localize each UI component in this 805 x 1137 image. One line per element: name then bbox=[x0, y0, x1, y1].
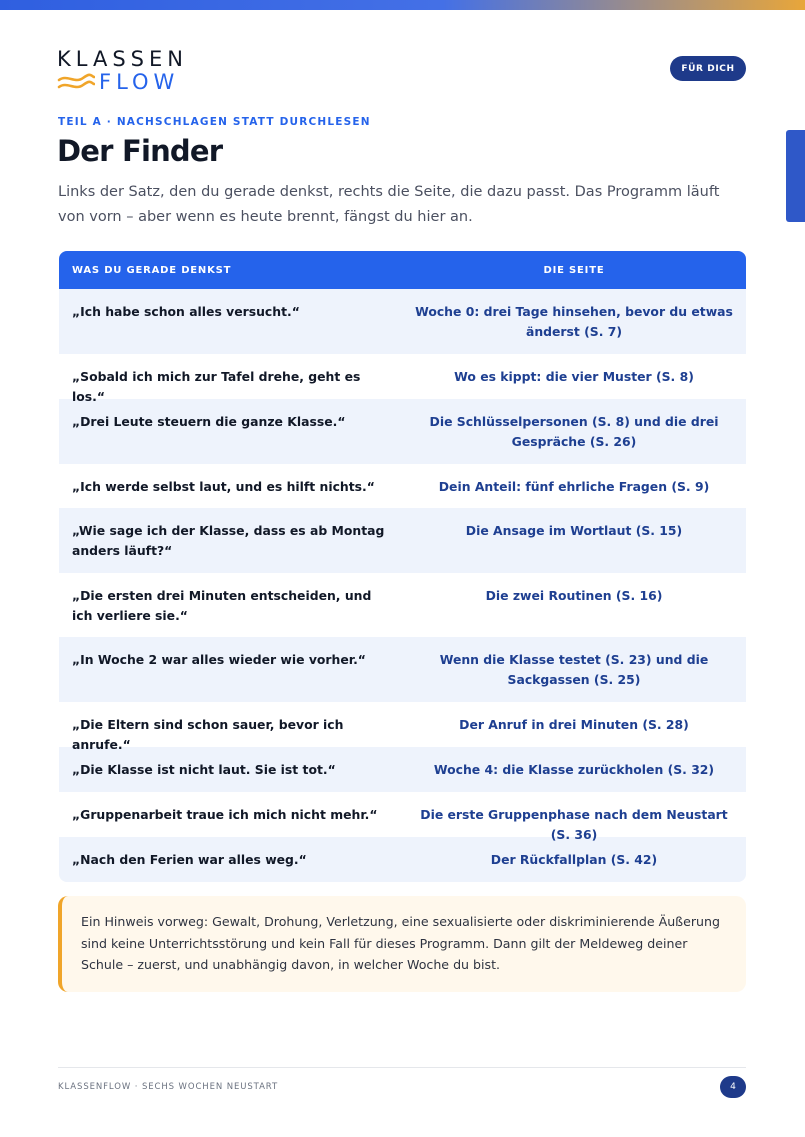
waves-icon bbox=[57, 71, 95, 93]
page-reference[interactable]: Die Schlüsselpersonen (S. 8) und die drei Gespräche (S. 26) bbox=[429, 414, 719, 449]
table-row bbox=[59, 792, 746, 842]
thought-cell: „Gruppenarbeit traue ich mich nicht mehr.“ bbox=[72, 807, 378, 822]
table-row bbox=[59, 702, 746, 752]
safety-note: Ein Hinweis vorweg: Gewalt, Drohung, Verletzung, eine sexualisierte oder diskriminierende Äußerung sind keine Unterrichtsstörung und kein Fall für dieses Programm. Dann gilt der Meldeweg deiner Schule – zuerst, und unabhängig davon, in welcher Woche du bist. bbox=[58, 896, 746, 992]
table-row bbox=[59, 747, 746, 792]
thought-cell: „Nach den Ferien war alles weg.“ bbox=[72, 852, 307, 867]
top-accent-bar bbox=[0, 0, 805, 10]
table-row bbox=[59, 289, 746, 354]
thought-cell: „Die ersten drei Minuten entscheiden, und ich verliere sie.“ bbox=[72, 588, 372, 623]
intro-paragraph: Links der Satz, den du gerade denkst, rechts die Seite, die dazu passt. Das Programm läuft von vorn – aber wenn es heute brennt, fängst du hier an. bbox=[58, 184, 720, 225]
thought-cell: „Sobald ich mich zur Tafel drehe, geht es los.“ bbox=[72, 369, 361, 404]
page-reference[interactable]: Die Ansage im Wortlaut (S. 15) bbox=[465, 523, 683, 538]
logo-wordmark-row bbox=[57, 71, 197, 93]
page-reference[interactable]: Der Anruf in drei Minuten (S. 28) bbox=[459, 717, 689, 732]
side-bookmark-tab[interactable] bbox=[786, 130, 805, 222]
column-header-thought: WAS DU GERADE DENKST bbox=[72, 264, 232, 276]
page-reference[interactable]: Dein Anteil: fünf ehrliche Fragen (S. 9) bbox=[438, 479, 710, 494]
column-header-page: DIE SEITE bbox=[543, 264, 605, 276]
logo-wordmark-top: KLASSEN bbox=[57, 47, 188, 71]
brand-logo bbox=[57, 48, 197, 93]
page-reference[interactable]: Woche 0: drei Tage hinsehen, bevor du etwas änderst (S. 7) bbox=[415, 304, 733, 339]
thought-cell: „Die Eltern sind schon sauer, bevor ich anrufe.“ bbox=[72, 717, 344, 752]
thought-cell: „Die Klasse ist nicht laut. Sie ist tot.“ bbox=[72, 762, 336, 777]
table-row bbox=[59, 354, 746, 404]
thought-cell: „Ich habe schon alles versucht.“ bbox=[72, 304, 300, 319]
finder-table bbox=[59, 251, 746, 882]
table-row bbox=[59, 573, 746, 637]
thought-cell: „Ich werde selbst laut, und es hilft nichts.“ bbox=[72, 479, 375, 494]
table-row bbox=[59, 508, 746, 573]
page-reference[interactable]: Die zwei Routinen (S. 16) bbox=[485, 588, 663, 603]
thought-cell: „In Woche 2 war alles wieder wie vorher.“ bbox=[72, 652, 366, 667]
table-row bbox=[59, 837, 746, 882]
audience-badge: FÜR DICH bbox=[670, 56, 746, 81]
page-reference[interactable]: Der Rückfallplan (S. 42) bbox=[490, 852, 658, 867]
table-row bbox=[59, 464, 746, 508]
footer-title: KLASSENFLOW · SECHS WOCHEN NEUSTART bbox=[58, 1082, 279, 1092]
footer-divider bbox=[58, 1067, 746, 1068]
page-reference[interactable]: Die erste Gruppenphase nach dem Neustart (S. 36) bbox=[420, 807, 728, 842]
table-header bbox=[59, 251, 746, 289]
page-number: 4 bbox=[720, 1076, 746, 1098]
page-reference[interactable]: Wenn die Klasse testet (S. 23) und die Sackgassen (S. 25) bbox=[439, 652, 709, 687]
section-eyebrow: TEIL A · NACHSCHLAGEN STATT DURCHLESEN bbox=[58, 116, 371, 128]
thought-cell: „Wie sage ich der Klasse, dass es ab Montag anders läuft?“ bbox=[72, 523, 385, 558]
thought-cell: „Drei Leute steuern die ganze Klasse.“ bbox=[72, 414, 346, 429]
page-reference[interactable]: Woche 4: die Klasse zurückholen (S. 32) bbox=[433, 762, 715, 777]
table-row bbox=[59, 399, 746, 464]
page-reference[interactable]: Wo es kippt: die vier Muster (S. 8) bbox=[454, 369, 694, 384]
page-title: Der Finder bbox=[57, 134, 223, 168]
logo-wordmark-bottom: FLOW bbox=[99, 70, 180, 94]
table-row bbox=[59, 637, 746, 702]
